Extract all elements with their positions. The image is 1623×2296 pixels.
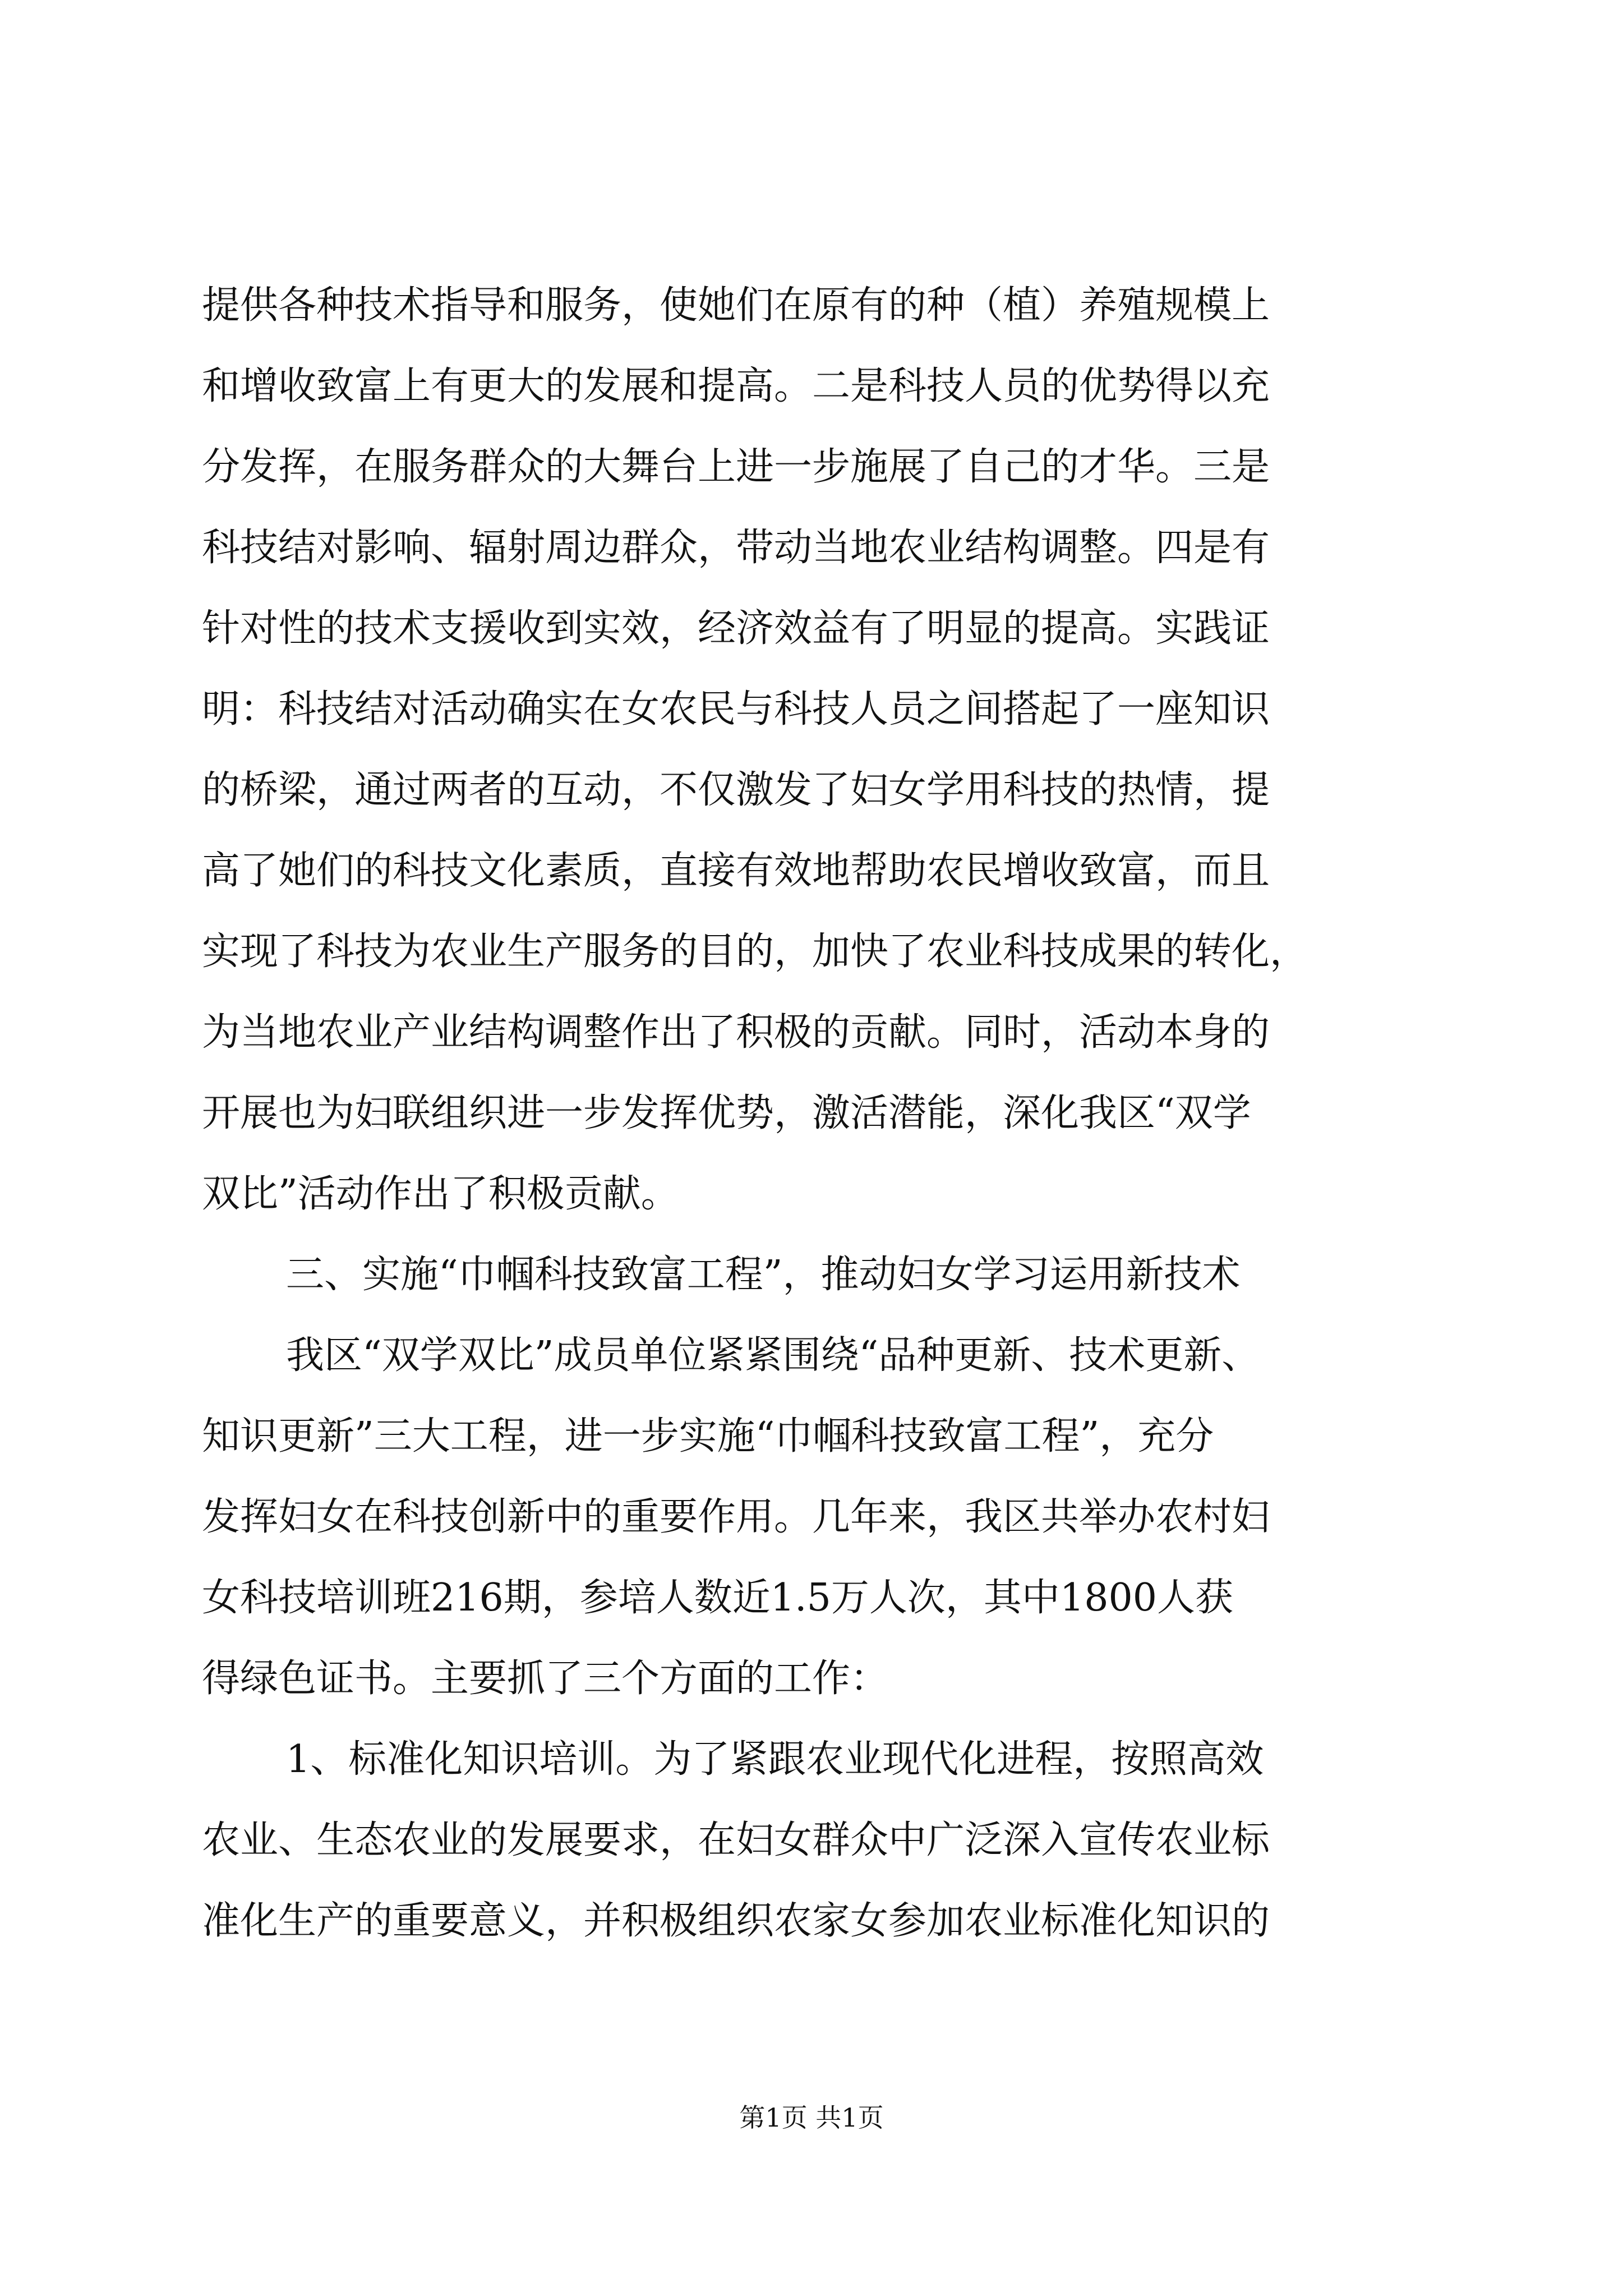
text-line: 知识更新”三大工程，进一步实施“巾帼科技致富工程”，充分 bbox=[202, 1414, 1214, 1458]
page-footer: 第1页 共1页 bbox=[739, 2102, 884, 2133]
section-heading: 三、实施“巾帼科技致富工程”，推动妇女学习运用新技术 bbox=[286, 1253, 1241, 1297]
text-line: 女科技培训班216期，参培人数近1.5万人次，其中1800人获 bbox=[202, 1576, 1233, 1620]
text-line: 为当地农业产业结构调整作出了积极的贡献。同时，活动本身的 bbox=[202, 1010, 1270, 1055]
text-line: 1、标准化知识培训。为了紧跟农业现代化进程，按照高效 bbox=[286, 1737, 1264, 1782]
text-line: 的桥梁，通过两者的互动，不仅激发了妇女学用科技的热情，提 bbox=[202, 768, 1270, 812]
text-line: 和增收致富上有更大的发展和提高。二是科技人员的优势得以充 bbox=[202, 364, 1270, 408]
text-line: 科技结对影响、辐射周边群众，带动当地农业结构调整。四是有 bbox=[202, 526, 1270, 570]
text-line: 分发挥，在服务群众的大舞台上进一步施展了自己的才华。三是 bbox=[202, 445, 1270, 489]
text-line: 提供各种技术指导和服务，使她们在原有的种（植）养殖规模上 bbox=[202, 283, 1270, 328]
text-line: 得绿色证书。主要抓了三个方面的工作： bbox=[202, 1657, 889, 1701]
text-line: 农业、生态农业的发展要求，在妇女群众中广泛深入宣传农业标 bbox=[202, 1818, 1270, 1862]
text-line: 我区“双学双比”成员单位紧紧围绕“品种更新、技术更新、 bbox=[286, 1333, 1260, 1378]
text-line: 准化生产的重要意义，并积极组织农家女参加农业标准化知识的 bbox=[202, 1899, 1270, 1943]
text-line: 双比”活动作出了积极贡献。 bbox=[202, 1172, 679, 1216]
text-line: 高了她们的科技文化素质，直接有效地帮助农民增收致富，而且 bbox=[202, 849, 1270, 893]
text-line: 开展也为妇联组织进一步发挥优势，激活潜能，深化我区“双学 bbox=[202, 1091, 1251, 1135]
text-line: 针对性的技术支援收到实效，经济效益有了明显的提高。实践证 bbox=[202, 606, 1270, 651]
text-line: 实现了科技为农业生产服务的目的，加快了农业科技成果的转化， bbox=[202, 930, 1308, 974]
text-line: 发挥妇女在科技创新中的重要作用。几年来，我区共举办农村妇 bbox=[202, 1495, 1270, 1539]
text-line: 明：科技结对活动确实在女农民与科技人员之间搭起了一座知识 bbox=[202, 687, 1270, 731]
